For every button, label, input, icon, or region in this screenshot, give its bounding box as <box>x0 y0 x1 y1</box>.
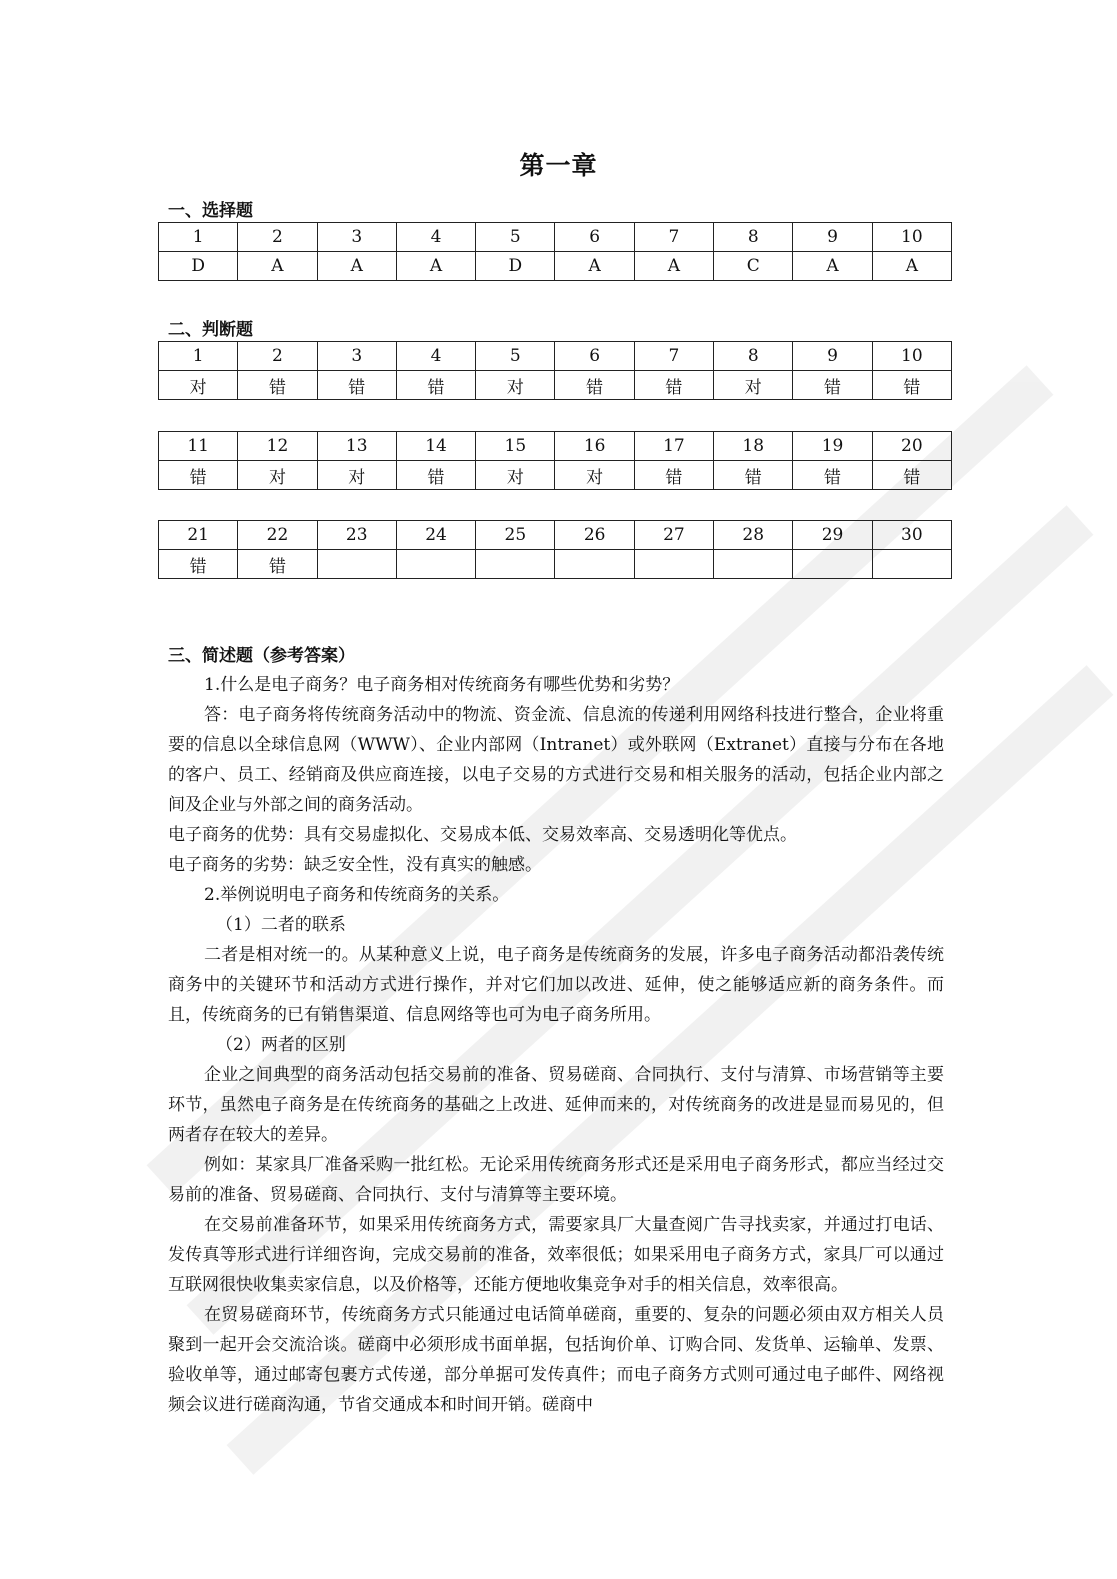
answer-cell: A <box>872 252 951 281</box>
question-number: 6 <box>555 342 634 371</box>
question-number: 28 <box>714 521 793 550</box>
question-number: 25 <box>476 521 555 550</box>
table-row-numbers <box>159 342 952 371</box>
question-number: 19 <box>793 432 872 461</box>
answer-cell: 对 <box>317 461 396 490</box>
question-number: 17 <box>634 432 713 461</box>
answer-cell: D <box>159 252 238 281</box>
question-number: 12 <box>238 432 317 461</box>
table-row-numbers <box>159 432 952 461</box>
question-number: 29 <box>793 521 872 550</box>
question-number: 1 <box>159 342 238 371</box>
answer-cell: 错 <box>634 371 713 400</box>
table-row-numbers <box>159 521 952 550</box>
section-heading-choice: 一、选择题 <box>168 201 253 221</box>
question-number: 5 <box>476 342 555 371</box>
question-number: 3 <box>317 342 396 371</box>
question-number: 9 <box>793 342 872 371</box>
question-number: 2 <box>238 342 317 371</box>
answer-cell: 对 <box>476 371 555 400</box>
answer-cell: 错 <box>159 461 238 490</box>
answer-cell <box>317 550 396 579</box>
answer-cell: 错 <box>872 371 951 400</box>
question-number: 10 <box>872 342 951 371</box>
judgment-answer-table-1 <box>158 341 952 400</box>
answer-cell: 错 <box>793 461 872 490</box>
answer-cell: 错 <box>396 461 475 490</box>
question-number: 15 <box>476 432 555 461</box>
answer-cell: 对 <box>555 461 634 490</box>
disadvantages-paragraph: 电子商务的劣势：缺乏安全性，没有真实的触感。 <box>168 855 542 875</box>
question-1: 1.什么是电子商务？电子商务相对传统商务有哪些优势和劣势？ <box>204 675 680 695</box>
question-number: 18 <box>714 432 793 461</box>
question-number: 30 <box>872 521 951 550</box>
answer-cell: 错 <box>396 371 475 400</box>
example-paragraph: 例如：某家具厂准备采购一批红松。无论采用传统商务形式还是采用电子商务形式，都应当经过交易前的准备、贸易磋商、合同执行、支付与清算等主要环境。 <box>168 1155 944 1205</box>
answer-cell: A <box>317 252 396 281</box>
answer-cell: 错 <box>555 371 634 400</box>
judgment-answer-table-3 <box>158 520 952 579</box>
answer-cell <box>634 550 713 579</box>
answer-cell: C <box>714 252 793 281</box>
question-number: 4 <box>396 342 475 371</box>
negotiation-paragraph: 在贸易磋商环节，传统商务方式只能通过电话简单磋商，重要的、复杂的问题必须由双方相关人员聚到一起开会交流洽谈。磋商中必须形成书面单据，包括询价单、订购合同、发货单、运输单、发票、验收单等，通过邮寄包裹方式传递，部分单据可发传真件；而电子商务方式则可通过电子邮件、网络视频会议进行磋商沟通，节省交通成本和时间开销。磋商中 <box>168 1305 944 1415</box>
answer-cell: 错 <box>238 550 317 579</box>
question-number: 3 <box>317 223 396 252</box>
answer-cell: A <box>238 252 317 281</box>
question-number: 14 <box>396 432 475 461</box>
answer-cell <box>714 550 793 579</box>
question-number: 1 <box>159 223 238 252</box>
question-number: 16 <box>555 432 634 461</box>
answer-cell: A <box>634 252 713 281</box>
difference-paragraph: 企业之间典型的商务活动包括交易前的准备、贸易磋商、合同执行、支付与清算、市场营销等主要环节，虽然电子商务是在传统商务的基础之上改进、延伸而来的，对传统商务的改进是显而易见的，但两者存在较大的差异。 <box>168 1065 944 1145</box>
answer-cell: 错 <box>634 461 713 490</box>
subheading-connection: （1）二者的联系 <box>216 915 346 935</box>
question-number: 11 <box>159 432 238 461</box>
question-number: 6 <box>555 223 634 252</box>
answer-cell: 错 <box>793 371 872 400</box>
answer-cell: D <box>476 252 555 281</box>
answer-cell: 错 <box>317 371 396 400</box>
question-number: 24 <box>396 521 475 550</box>
answer-cell: A <box>396 252 475 281</box>
question-number: 21 <box>159 521 238 550</box>
question-number: 4 <box>396 223 475 252</box>
answer-cell: 错 <box>714 461 793 490</box>
section-heading-judgment: 二、判断题 <box>168 320 253 340</box>
answer-1-paragraph: 答：电子商务将传统商务活动中的物流、资金流、信息流的传递利用网络科技进行整合，企业将重要的信息以全球信息网（WWW）、企业内部网（Intranet）或外联网（Extranet）直接与分布在各地的客户、员工、经销商及供应商连接，以电子交易的方式进行交易和相关服务的活动，包括企业内部之间及企业与外部之间的商务活动。 <box>168 705 944 815</box>
table-row-numbers <box>159 223 952 252</box>
question-number: 23 <box>317 521 396 550</box>
answer-cell <box>396 550 475 579</box>
subheading-difference: （2）两者的区别 <box>216 1035 346 1055</box>
chapter-title: 第一章 <box>519 151 598 180</box>
answer-cell: 对 <box>238 461 317 490</box>
advantages-paragraph: 电子商务的优势：具有交易虚拟化、交易成本低、交易效率高、交易透明化等优点。 <box>168 825 797 845</box>
question-number: 9 <box>793 223 872 252</box>
question-number: 20 <box>872 432 951 461</box>
question-number: 27 <box>634 521 713 550</box>
answer-cell <box>793 550 872 579</box>
answer-cell: 对 <box>476 461 555 490</box>
answer-cell: 对 <box>714 371 793 400</box>
question-number: 7 <box>634 342 713 371</box>
answer-cell: A <box>555 252 634 281</box>
short-answer-body <box>168 670 944 1420</box>
question-number: 8 <box>714 223 793 252</box>
answer-cell <box>555 550 634 579</box>
question-number: 13 <box>317 432 396 461</box>
answer-cell: 错 <box>159 550 238 579</box>
answer-cell <box>872 550 951 579</box>
question-number: 5 <box>476 223 555 252</box>
choice-answer-table <box>158 222 952 281</box>
answer-cell <box>476 550 555 579</box>
judgment-answer-table-2 <box>158 431 952 490</box>
question-number: 7 <box>634 223 713 252</box>
question-number: 8 <box>714 342 793 371</box>
question-number: 26 <box>555 521 634 550</box>
preparation-paragraph: 在交易前准备环节，如果采用传统商务方式，需要家具厂大量查阅广告寻找卖家，并通过打电话、发传真等形式进行详细咨询，完成交易前的准备，效率很低；如果采用电子商务方式，家具厂可以通过互联网很快收集卖家信息，以及价格等，还能方便地收集竞争对手的相关信息，效率很高。 <box>168 1215 944 1295</box>
question-number: 22 <box>238 521 317 550</box>
table-row-answers <box>159 461 952 490</box>
answer-cell: A <box>793 252 872 281</box>
section-heading-short-answer: 三、简述题（参考答案） <box>168 646 355 666</box>
connection-paragraph: 二者是相对统一的。从某种意义上说，电子商务是传统商务的发展，许多电子商务活动都沿袭传统商务中的关键环节和活动方式进行操作，并对它们加以改进、延伸，使之能够适应新的商务条件。而且，传统商务的已有销售渠道、信息网络等也可为电子商务所用。 <box>168 945 944 1025</box>
question-2: 2.举例说明电子商务和传统商务的关系。 <box>204 885 510 905</box>
table-row-answers <box>159 252 952 281</box>
question-number: 2 <box>238 223 317 252</box>
table-row-answers <box>159 550 952 579</box>
answer-cell: 对 <box>159 371 238 400</box>
answer-cell: 错 <box>238 371 317 400</box>
answer-cell: 错 <box>872 461 951 490</box>
table-row-answers <box>159 371 952 400</box>
question-number: 10 <box>872 223 951 252</box>
